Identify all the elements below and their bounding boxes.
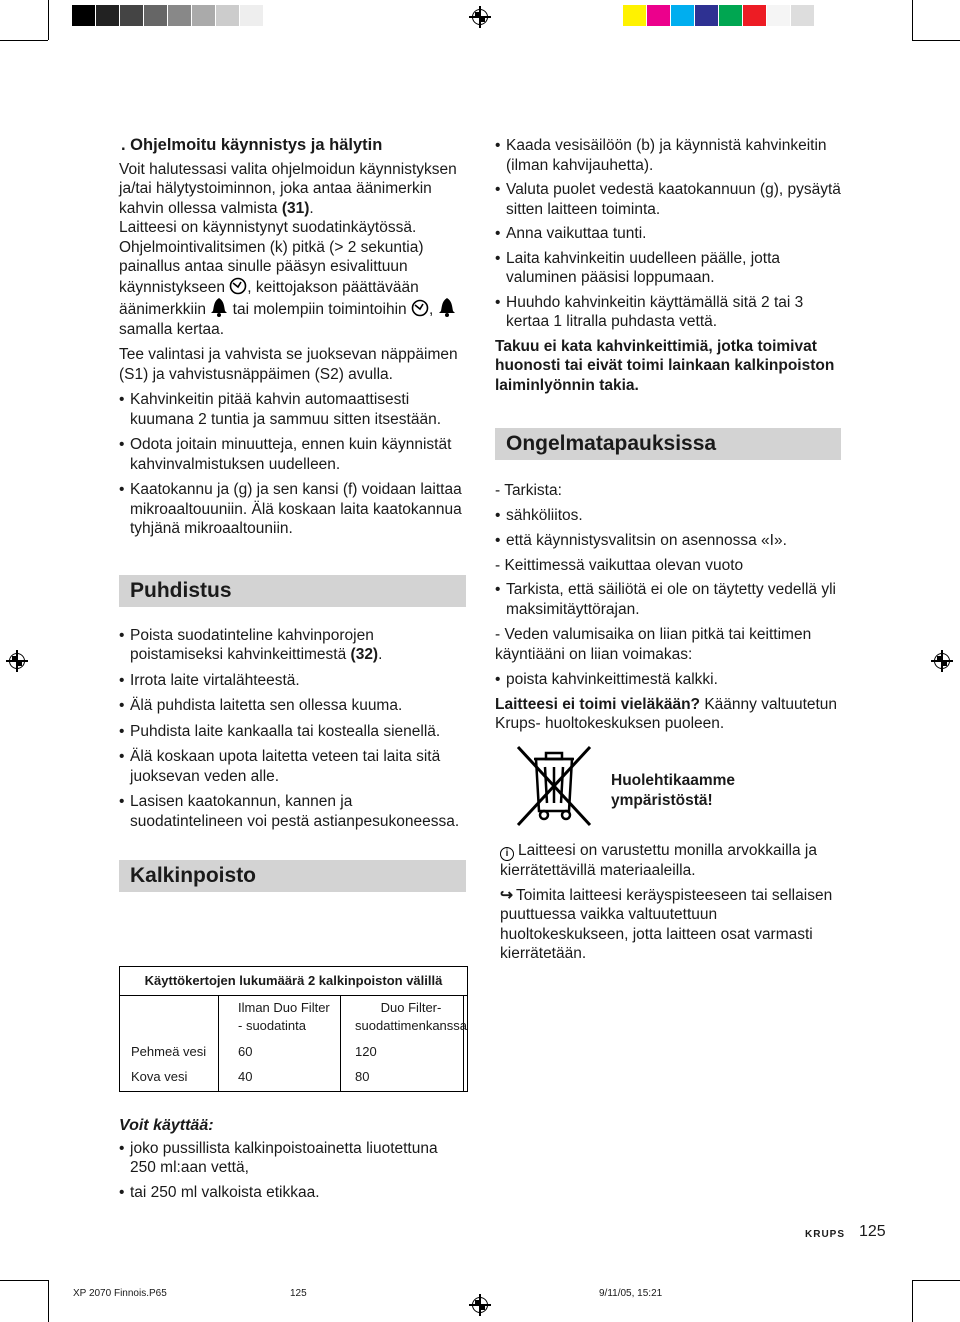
- registration-mark-icon: [469, 1294, 491, 1316]
- section-title-ongelmatapauksissa: Ongelmatapauksissa: [495, 428, 841, 460]
- footer-filename: XP 2070 Finnois.P65: [73, 1288, 167, 1299]
- figure-reference: (32): [350, 646, 379, 663]
- paragraph: Tee valintasi ja vahvista se juoksevan näppäimen (S1) ja vahvistusnäppäimen (S2) avulla.: [119, 346, 458, 383]
- list-item: • Anna vaikuttaa tunti.: [495, 224, 845, 244]
- list-item: • Lasisen kaatokannun, kannen ja suodatintelineen voi pestä astianpesukoneessa.: [119, 792, 466, 831]
- environment-text: [500, 841, 845, 964]
- registration-mark-icon: [6, 650, 28, 672]
- bell-icon: [438, 297, 456, 317]
- descaling-table: [119, 966, 468, 1092]
- list-item: • joko pussillista kalkinpoistoainetta liuotettuna 250 ml:aan vettä,: [119, 1139, 466, 1178]
- divider: [120, 995, 467, 996]
- calibration-swatch: [791, 5, 814, 26]
- paragraph: - Tarkista:: [495, 482, 562, 499]
- list-item: • poista kahvinkeittimestä kalkki.: [495, 670, 845, 690]
- divider: [218, 995, 219, 1091]
- calibration-swatch: [695, 5, 718, 26]
- table-row: Kova vesi: [131, 1069, 188, 1084]
- footer-date: 9/11/05, 15:21: [599, 1288, 663, 1299]
- right-column: [495, 136, 845, 734]
- environment-title: Huolehtikaamme ympäristöstä!: [611, 772, 736, 809]
- bullet-list: [495, 136, 845, 332]
- list-item: • Poista suodatinteline kahvinporojen poistamiseksi kahvinkeittimestä (32).: [119, 626, 466, 665]
- list-item: • tai 250 ml valkoista etikkaa.: [119, 1183, 466, 1203]
- crossed-out-bin-icon: [514, 745, 594, 827]
- calibration-swatch: [144, 5, 167, 26]
- calibration-swatch: [96, 5, 119, 26]
- calibration-swatch: [216, 5, 239, 26]
- calibration-swatch: [671, 5, 694, 26]
- section-title-puhdistus: Puhdistus: [119, 575, 466, 607]
- list-item: • Kahvinkeitin pitää kahvin automaattisesti kuumana 2 tuntia ja sammuu sitten itsestään.: [119, 390, 466, 429]
- calibration-swatch: [743, 5, 766, 26]
- calibration-swatch: [120, 5, 143, 26]
- calibration-swatch: [719, 5, 742, 26]
- table-cell: 80: [355, 1069, 370, 1084]
- list-item: • Puhdista laite kankaalla tai kostealla sienellä.: [119, 722, 466, 742]
- paragraph: ↪ Toimita laitteesi keräyspisteeseen tai sellaisen puuttuessa vaikka valtuutettuun huoltokeskukseen, jotta laitteen osat varmasti kierrätetään.: [500, 886, 833, 962]
- brand-logo: KRUPS: [805, 1229, 846, 1240]
- list-item: • Kaada vesisäilöön (b) ja käynnistä kahvinkeitin (ilman kahvijauhetta).: [495, 136, 845, 175]
- left-column: [119, 136, 466, 892]
- list-item: • Älä puhdista laitetta sen ollessa kuuma.: [119, 696, 466, 716]
- list-item: • Odota joitain minuutteja, ennen kuin käynnistät kahvinvalmistuksen uudelleen.: [119, 435, 466, 474]
- calibration-swatch: [192, 5, 215, 26]
- paragraph: - Keittimessä vaikuttaa olevan vuoto: [495, 556, 744, 574]
- registration-mark-icon: [931, 650, 953, 672]
- crop-mark: [48, 0, 49, 40]
- list-item: • Valuta puolet vedestä kaatokannuun (g), pysäytä sitten laitteen toiminta.: [495, 180, 845, 219]
- calibration-swatch: [72, 5, 95, 26]
- table-cell: 60: [238, 1044, 253, 1059]
- list-item: • Älä koskaan upota laitetta veteen tai laita sitä juoksevan veden alle.: [119, 747, 466, 786]
- paragraph: Laitteesi on käynnistynyt suodatinkäytössä.: [119, 219, 417, 236]
- section-heading: . Ohjelmoitu käynnistys ja hälytin: [121, 136, 383, 154]
- list-item: • sähköliitos.: [495, 506, 845, 526]
- list-item: • Kaatokannu ja (g) ja sen kansi (f) voidaan laittaa mikroaaltouuniin. Älä koskaan laita kaatokannua tyhjänä mikroaaltouniin.: [119, 480, 466, 539]
- crop-mark: [912, 40, 960, 41]
- warning-text: Takuu ei kata kahvinkeittimiä, jotka toimivat huonosti tai eivät toimi lainkaan kalkinpoiston laiminlyönnin takia.: [495, 337, 835, 394]
- list-item: • Irrota laite virtalähteestä.: [119, 671, 466, 691]
- list-item: • Tarkista, että säiliötä ei ole on täytetty vedellä yli maksimitäyttörajan.: [495, 580, 845, 619]
- registration-mark-icon: [469, 6, 491, 28]
- list-item: • Laita kahvinkeitin uudelleen päälle, jotta valuminen pääsisi loppumaan.: [495, 249, 845, 288]
- bullet-list: [119, 626, 466, 832]
- list-item: • että käynnistysvalitsin on asennossa «I».: [495, 531, 845, 551]
- calibration-swatch: [623, 5, 646, 26]
- column-header: Duo Filter- suodattimenkanssa: [355, 1000, 468, 1033]
- crop-mark: [912, 1280, 913, 1322]
- table-row: Pehmeä vesi: [131, 1044, 207, 1059]
- table-caption: Käyttökertojen lukumäärä 2 kalkinpoiston välillä: [144, 973, 443, 988]
- calibration-swatch: [767, 5, 790, 26]
- paragraph: Ohjelmointivalitsimen (k) pitkä (> 2 sekuntia) painallus antaa sinulle pääsyn esivalittuun käynnistykseen , keittojakson päättävään äänimerkkiin tai molempiin toimintoihin , samalla kertaa.: [119, 238, 466, 340]
- bell-icon: [210, 297, 228, 317]
- paragraph: Voit halutessasi valita ohjelmoidun käynnistyksen ja/tai hälytystoiminnon, joka antaa äänimerkin kahvin ollessa valmista (31).: [119, 160, 457, 217]
- crop-mark: [912, 1280, 960, 1281]
- arrow-icon: ↪: [500, 886, 513, 904]
- clock-icon: [411, 299, 429, 317]
- figure-reference: (31): [281, 199, 310, 217]
- calibration-swatch: [240, 5, 263, 26]
- crop-mark: [48, 1280, 49, 1322]
- bullet-list: [119, 390, 466, 539]
- voit-kayttaa-section: [119, 1116, 466, 1207]
- paragraph: i Laitteesi on varustettu monilla arvokkailla ja kierrätettävillä materiaaleilla.: [500, 842, 817, 879]
- clock-icon: [229, 277, 247, 295]
- calibration-swatch: [647, 5, 670, 26]
- list-item: • Huuhdo kahvinkeitin käyttämällä sitä 2 tai 3 kertaa 1 litralla puhdasta vettä.: [495, 293, 845, 332]
- crop-mark: [912, 0, 913, 40]
- page-number: 125: [859, 1223, 886, 1240]
- crop-mark: [0, 1280, 48, 1281]
- section-title-kalkinpoisto: Kalkinpoisto: [119, 860, 466, 892]
- column-header: Ilman Duo Filter - suodatinta: [238, 1000, 330, 1033]
- crop-mark: [0, 40, 48, 41]
- calibration-swatch: [168, 5, 191, 26]
- table-cell: 40: [238, 1069, 253, 1084]
- divider: [340, 995, 341, 1091]
- info-icon: i: [500, 847, 514, 861]
- paragraph: - Veden valumisaika on liian pitkä tai keittimen käyntiääni on liian voimakas:: [495, 626, 812, 663]
- footer-page: 125: [290, 1288, 307, 1299]
- subsection-title: Voit käyttää:: [119, 1117, 214, 1134]
- paragraph: Laitteesi ei toimi vieläkään? Käänny valtuutetun Krups- huoltokeskuksen puoleen.: [495, 695, 838, 732]
- table-cell: 120: [355, 1044, 377, 1059]
